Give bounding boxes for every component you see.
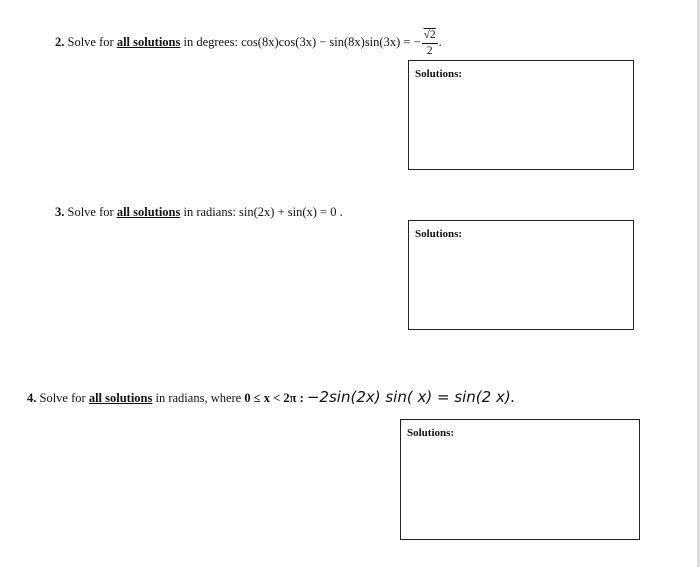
equation: cos(8x)cos(3x) − sin(8x)sin(3x) = − (241, 35, 421, 50)
solutions-box-4[interactable] (400, 419, 640, 540)
problem-suffix: in degrees: (183, 35, 238, 50)
equation: sin(2x) + sin(x) = 0 . (239, 205, 343, 219)
problem-prefix: Solve for (67, 205, 114, 219)
problem-number: 3. (55, 205, 65, 219)
condition: 0 ≤ x < 2π : (244, 391, 304, 405)
emphasis-text: all solutions (88, 391, 153, 405)
fraction-numerator: √2 (422, 29, 438, 44)
problem-4 (27, 390, 515, 405)
emphasis-text: all solutions (116, 35, 181, 50)
problem-number: 4. (27, 391, 37, 405)
solutions-label: Solutions: (415, 228, 463, 240)
problem-prefix: Solve for (67, 35, 114, 50)
problem-2 (55, 29, 442, 57)
solutions-box-2[interactable] (408, 60, 634, 170)
problem-prefix: Solve for (39, 391, 86, 405)
equation: −2sin(2x) sin( x) = sin(2 x). (306, 388, 516, 406)
problem-suffix: in radians, where (155, 391, 242, 405)
equation-end: . (438, 35, 442, 50)
problem-suffix: in radians: (183, 205, 236, 219)
fraction (422, 29, 438, 57)
fraction-denominator: 2 (426, 44, 433, 57)
problem-number: 2. (55, 35, 65, 50)
solutions-label: Solutions: (415, 68, 463, 80)
solutions-box-3[interactable] (408, 220, 634, 330)
solutions-label: Solutions: (407, 427, 455, 439)
emphasis-text: all solutions (116, 205, 181, 219)
problem-3 (55, 206, 343, 219)
